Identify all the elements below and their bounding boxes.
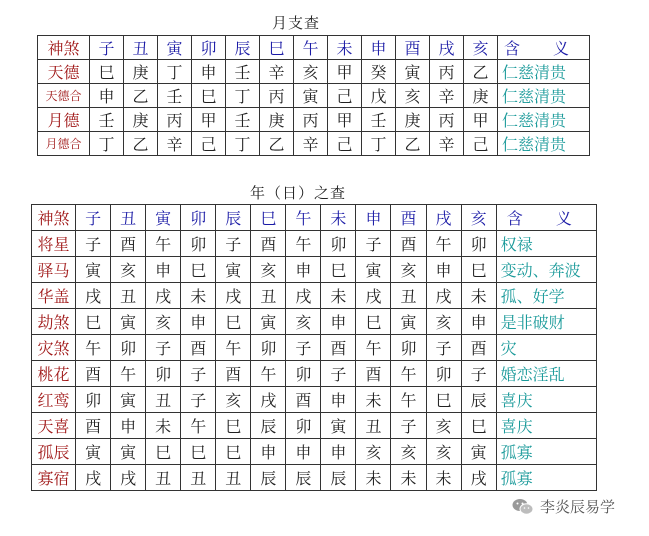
stem-branch-cell: 庚 xyxy=(260,108,294,132)
table-row xyxy=(32,257,597,283)
stem-branch-cell: 未 xyxy=(356,387,391,413)
stem-branch-cell: 辰 xyxy=(251,465,286,491)
stem-branch-cell: 戌 xyxy=(286,283,321,309)
stem-branch-cell: 丑 xyxy=(146,387,181,413)
stem-branch-cell: 亥 xyxy=(294,60,328,84)
stem-branch-cell: 申 xyxy=(111,413,146,439)
stem-branch-cell: 子 xyxy=(216,231,251,257)
stem-branch-cell: 丙 xyxy=(294,108,328,132)
stem-branch-cell: 巳 xyxy=(321,257,356,283)
stem-branch-cell: 丙 xyxy=(158,108,192,132)
stem-branch-cell: 乙 xyxy=(464,60,498,84)
meaning-cell: 仁慈清贵 xyxy=(498,108,590,132)
stem-branch-cell: 辰 xyxy=(251,413,286,439)
meaning-cell: 孤寡 xyxy=(496,439,596,465)
stem-branch-cell: 午 xyxy=(391,361,426,387)
stem-branch-cell: 丙 xyxy=(430,108,464,132)
stem-branch-cell: 子 xyxy=(146,335,181,361)
table-row xyxy=(38,108,590,132)
stem-branch-cell: 寅 xyxy=(396,60,430,84)
stem-branch-cell: 申 xyxy=(286,439,321,465)
meaning-cell: 是非破财 xyxy=(496,309,596,335)
stem-branch-cell: 酉 xyxy=(216,361,251,387)
meaning-cell: 喜庆 xyxy=(496,387,596,413)
row-label-cell: 天喜 xyxy=(32,413,76,439)
stem-branch-cell: 寅 xyxy=(321,413,356,439)
stem-branch-cell: 乙 xyxy=(124,132,158,156)
stem-branch-cell: 寅 xyxy=(391,309,426,335)
row-label-cell: 月德合 xyxy=(38,132,90,156)
header-row xyxy=(38,36,590,60)
stem-branch-cell: 卯 xyxy=(461,231,496,257)
header-branch-cell: 辰 xyxy=(226,36,260,60)
meaning-cell: 变动、奔波 xyxy=(496,257,596,283)
stem-branch-cell: 午 xyxy=(111,361,146,387)
stem-branch-cell: 壬 xyxy=(90,108,124,132)
header-branch-cell: 寅 xyxy=(158,36,192,60)
table-row xyxy=(32,387,597,413)
stem-branch-cell: 巳 xyxy=(356,309,391,335)
stem-branch-cell: 酉 xyxy=(111,231,146,257)
table-row xyxy=(32,309,597,335)
header-branch-cell: 午 xyxy=(286,205,321,231)
stem-branch-cell: 酉 xyxy=(181,335,216,361)
stem-branch-cell: 午 xyxy=(251,361,286,387)
header-branch-cell: 戌 xyxy=(426,205,461,231)
table2-title: 年（日）之查 xyxy=(250,184,347,202)
stem-branch-cell: 亥 xyxy=(146,309,181,335)
stem-branch-cell: 未 xyxy=(321,283,356,309)
stem-branch-cell: 丑 xyxy=(356,413,391,439)
stem-branch-cell: 午 xyxy=(76,335,111,361)
table1-title: 月支查 xyxy=(272,14,321,32)
stem-branch-cell: 未 xyxy=(426,465,461,491)
meaning-cell: 婚恋淫乱 xyxy=(496,361,596,387)
header-branch-cell: 戌 xyxy=(430,36,464,60)
row-label-cell: 月德 xyxy=(38,108,90,132)
stem-branch-cell: 申 xyxy=(321,387,356,413)
stem-branch-cell: 卯 xyxy=(321,231,356,257)
row-label-cell: 华盖 xyxy=(32,283,76,309)
stem-branch-cell: 申 xyxy=(321,309,356,335)
header-branch-cell: 丑 xyxy=(124,36,158,60)
header-branch-cell: 巳 xyxy=(260,36,294,60)
stem-branch-cell: 寅 xyxy=(111,439,146,465)
header-branch-cell: 辰 xyxy=(216,205,251,231)
stem-branch-cell: 巳 xyxy=(461,413,496,439)
stem-branch-cell: 寅 xyxy=(111,309,146,335)
stem-branch-cell: 壬 xyxy=(158,84,192,108)
table-row xyxy=(32,465,597,491)
stem-branch-cell: 卯 xyxy=(286,361,321,387)
header-branch-cell: 申 xyxy=(362,36,396,60)
meaning-cell: 喜庆 xyxy=(496,413,596,439)
header-meaning-cell: 含 义 xyxy=(496,205,596,231)
stem-branch-cell: 亥 xyxy=(356,439,391,465)
row-label-cell: 将星 xyxy=(32,231,76,257)
stem-branch-cell: 戌 xyxy=(111,465,146,491)
stem-branch-cell: 辰 xyxy=(321,465,356,491)
table-row xyxy=(32,335,597,361)
stem-branch-cell: 戌 xyxy=(356,283,391,309)
stem-branch-cell: 亥 xyxy=(396,84,430,108)
stem-branch-cell: 亥 xyxy=(111,257,146,283)
stem-branch-cell: 亥 xyxy=(391,439,426,465)
stem-branch-cell: 午 xyxy=(181,413,216,439)
meaning-cell: 灾 xyxy=(496,335,596,361)
stem-branch-cell: 亥 xyxy=(391,257,426,283)
stem-branch-cell: 丁 xyxy=(226,132,260,156)
header-branch-cell: 巳 xyxy=(251,205,286,231)
stem-branch-cell: 亥 xyxy=(426,413,461,439)
stem-branch-cell: 酉 xyxy=(356,361,391,387)
stem-branch-cell: 巳 xyxy=(146,439,181,465)
stem-branch-cell: 寅 xyxy=(111,387,146,413)
stem-branch-cell: 子 xyxy=(356,231,391,257)
meaning-cell: 仁慈清贵 xyxy=(498,84,590,108)
stem-branch-cell: 甲 xyxy=(328,60,362,84)
watermark xyxy=(512,496,615,517)
header-label-cell: 神煞 xyxy=(32,205,76,231)
table-row xyxy=(38,60,590,84)
stem-branch-cell: 丁 xyxy=(158,60,192,84)
stem-branch-cell: 巳 xyxy=(426,387,461,413)
stem-branch-cell: 戊 xyxy=(362,84,396,108)
stem-branch-cell: 亥 xyxy=(286,309,321,335)
header-branch-cell: 卯 xyxy=(192,36,226,60)
stem-branch-cell: 巳 xyxy=(216,413,251,439)
stem-branch-cell: 己 xyxy=(464,132,498,156)
stem-branch-cell: 丑 xyxy=(146,465,181,491)
watermark-text: 李炎辰易学 xyxy=(540,498,616,516)
stem-branch-cell: 酉 xyxy=(461,335,496,361)
stem-branch-cell: 寅 xyxy=(251,309,286,335)
stem-branch-cell: 卯 xyxy=(426,361,461,387)
stem-branch-cell: 未 xyxy=(356,465,391,491)
stem-branch-cell: 壬 xyxy=(226,108,260,132)
table-row xyxy=(32,439,597,465)
stem-branch-cell: 卯 xyxy=(111,335,146,361)
stem-branch-cell: 亥 xyxy=(426,439,461,465)
stem-branch-cell: 子 xyxy=(391,413,426,439)
stem-branch-cell: 午 xyxy=(216,335,251,361)
stem-branch-cell: 丁 xyxy=(90,132,124,156)
stem-branch-cell: 巳 xyxy=(90,60,124,84)
stem-branch-cell: 甲 xyxy=(192,108,226,132)
stem-branch-cell: 寅 xyxy=(216,257,251,283)
stem-branch-cell: 丑 xyxy=(391,283,426,309)
table-row xyxy=(38,132,590,156)
stem-branch-cell: 酉 xyxy=(76,413,111,439)
stem-branch-cell: 丙 xyxy=(260,84,294,108)
stem-branch-cell: 巳 xyxy=(216,309,251,335)
header-branch-cell: 寅 xyxy=(146,205,181,231)
stem-branch-cell: 巳 xyxy=(181,257,216,283)
stem-branch-cell: 酉 xyxy=(251,231,286,257)
stem-branch-cell: 庚 xyxy=(396,108,430,132)
stem-branch-cell: 辛 xyxy=(430,132,464,156)
stem-branch-cell: 辛 xyxy=(430,84,464,108)
stem-branch-cell: 申 xyxy=(251,439,286,465)
meaning-cell: 仁慈清贵 xyxy=(498,60,590,84)
stem-branch-cell: 子 xyxy=(181,387,216,413)
year-day-table xyxy=(31,204,597,491)
stem-branch-cell: 亥 xyxy=(216,387,251,413)
header-branch-cell: 酉 xyxy=(396,36,430,60)
stem-branch-cell: 巳 xyxy=(76,309,111,335)
row-label-cell: 桃花 xyxy=(32,361,76,387)
stem-branch-cell: 亥 xyxy=(251,257,286,283)
row-label-cell: 驿马 xyxy=(32,257,76,283)
header-branch-cell: 丑 xyxy=(111,205,146,231)
header-branch-cell: 申 xyxy=(356,205,391,231)
stem-branch-cell: 戌 xyxy=(251,387,286,413)
stem-branch-cell: 巳 xyxy=(192,84,226,108)
stem-branch-cell: 子 xyxy=(286,335,321,361)
stem-branch-cell: 庚 xyxy=(464,84,498,108)
row-label-cell: 灾煞 xyxy=(32,335,76,361)
stem-branch-cell: 丁 xyxy=(226,84,260,108)
header-branch-cell: 卯 xyxy=(181,205,216,231)
stem-branch-cell: 壬 xyxy=(362,108,396,132)
stem-branch-cell: 乙 xyxy=(260,132,294,156)
stem-branch-cell: 甲 xyxy=(464,108,498,132)
stem-branch-cell: 子 xyxy=(76,231,111,257)
header-row xyxy=(32,205,597,231)
row-label-cell: 寡宿 xyxy=(32,465,76,491)
stem-branch-cell: 丑 xyxy=(251,283,286,309)
stem-branch-cell: 申 xyxy=(321,439,356,465)
row-label-cell: 孤辰 xyxy=(32,439,76,465)
stem-branch-cell: 巳 xyxy=(461,257,496,283)
stem-branch-cell: 卯 xyxy=(146,361,181,387)
stem-branch-cell: 申 xyxy=(426,257,461,283)
meaning-cell: 仁慈清贵 xyxy=(498,132,590,156)
meaning-cell: 孤寡 xyxy=(496,465,596,491)
stem-branch-cell: 未 xyxy=(391,465,426,491)
stem-branch-cell: 辛 xyxy=(260,60,294,84)
row-label-cell: 天德合 xyxy=(38,84,90,108)
stem-branch-cell: 戌 xyxy=(461,465,496,491)
stem-branch-cell: 卯 xyxy=(181,231,216,257)
stem-branch-cell: 戌 xyxy=(146,283,181,309)
stem-branch-cell: 戌 xyxy=(76,283,111,309)
stem-branch-cell: 己 xyxy=(328,84,362,108)
stem-branch-cell: 寅 xyxy=(356,257,391,283)
stem-branch-cell: 壬 xyxy=(226,60,260,84)
stem-branch-cell: 子 xyxy=(426,335,461,361)
stem-branch-cell: 丑 xyxy=(111,283,146,309)
stem-branch-cell: 丑 xyxy=(181,465,216,491)
stem-branch-cell: 申 xyxy=(461,309,496,335)
header-label-cell: 神煞 xyxy=(38,36,90,60)
stem-branch-cell: 午 xyxy=(356,335,391,361)
header-branch-cell: 亥 xyxy=(464,36,498,60)
table-row xyxy=(32,413,597,439)
stem-branch-cell: 丁 xyxy=(362,132,396,156)
stem-branch-cell: 卯 xyxy=(76,387,111,413)
stem-branch-cell: 甲 xyxy=(328,108,362,132)
stem-branch-cell: 寅 xyxy=(461,439,496,465)
table-row xyxy=(32,283,597,309)
stem-branch-cell: 癸 xyxy=(362,60,396,84)
stem-branch-cell: 乙 xyxy=(124,84,158,108)
stem-branch-cell: 寅 xyxy=(76,257,111,283)
stem-branch-cell: 庚 xyxy=(124,108,158,132)
stem-branch-cell: 庚 xyxy=(124,60,158,84)
header-branch-cell: 酉 xyxy=(391,205,426,231)
stem-branch-cell: 子 xyxy=(321,361,356,387)
stem-branch-cell: 午 xyxy=(286,231,321,257)
header-branch-cell: 子 xyxy=(76,205,111,231)
table-row xyxy=(32,231,597,257)
stem-branch-cell: 子 xyxy=(181,361,216,387)
stem-branch-cell: 辛 xyxy=(294,132,328,156)
stem-branch-cell: 辛 xyxy=(158,132,192,156)
table-row xyxy=(38,84,590,108)
stem-branch-cell: 戌 xyxy=(216,283,251,309)
stem-branch-cell: 巳 xyxy=(181,439,216,465)
row-label-cell: 劫煞 xyxy=(32,309,76,335)
stem-branch-cell: 酉 xyxy=(321,335,356,361)
header-branch-cell: 未 xyxy=(328,36,362,60)
stem-branch-cell: 未 xyxy=(146,413,181,439)
table-row xyxy=(32,361,597,387)
stem-branch-cell: 卯 xyxy=(251,335,286,361)
meaning-cell: 权禄 xyxy=(496,231,596,257)
wechat-icon xyxy=(512,498,534,516)
month-branch-table xyxy=(37,35,590,156)
header-branch-cell: 子 xyxy=(90,36,124,60)
stem-branch-cell: 酉 xyxy=(76,361,111,387)
meaning-cell: 孤、好学 xyxy=(496,283,596,309)
stem-branch-cell: 寅 xyxy=(294,84,328,108)
header-branch-cell: 未 xyxy=(321,205,356,231)
header-branch-cell: 亥 xyxy=(461,205,496,231)
header-meaning-cell: 含 义 xyxy=(498,36,590,60)
stem-branch-cell: 己 xyxy=(192,132,226,156)
header-branch-cell: 午 xyxy=(294,36,328,60)
stem-branch-cell: 寅 xyxy=(76,439,111,465)
stem-branch-cell: 午 xyxy=(391,387,426,413)
stem-branch-cell: 丑 xyxy=(216,465,251,491)
stem-branch-cell: 酉 xyxy=(286,387,321,413)
stem-branch-cell: 丙 xyxy=(430,60,464,84)
stem-branch-cell: 申 xyxy=(146,257,181,283)
row-label-cell: 红鸾 xyxy=(32,387,76,413)
stem-branch-cell: 未 xyxy=(181,283,216,309)
stem-branch-cell: 辰 xyxy=(461,387,496,413)
stem-branch-cell: 辰 xyxy=(286,465,321,491)
stem-branch-cell: 午 xyxy=(146,231,181,257)
stem-branch-cell: 亥 xyxy=(426,309,461,335)
stem-branch-cell: 乙 xyxy=(396,132,430,156)
stem-branch-cell: 申 xyxy=(90,84,124,108)
stem-branch-cell: 申 xyxy=(286,257,321,283)
stem-branch-cell: 卯 xyxy=(286,413,321,439)
row-label-cell: 天德 xyxy=(38,60,90,84)
stem-branch-cell: 己 xyxy=(328,132,362,156)
stem-branch-cell: 子 xyxy=(461,361,496,387)
stem-branch-cell: 申 xyxy=(192,60,226,84)
stem-branch-cell: 申 xyxy=(181,309,216,335)
stem-branch-cell: 卯 xyxy=(391,335,426,361)
stem-branch-cell: 巳 xyxy=(216,439,251,465)
stem-branch-cell: 戌 xyxy=(76,465,111,491)
stem-branch-cell: 未 xyxy=(461,283,496,309)
stem-branch-cell: 酉 xyxy=(391,231,426,257)
stem-branch-cell: 午 xyxy=(426,231,461,257)
stem-branch-cell: 戌 xyxy=(426,283,461,309)
